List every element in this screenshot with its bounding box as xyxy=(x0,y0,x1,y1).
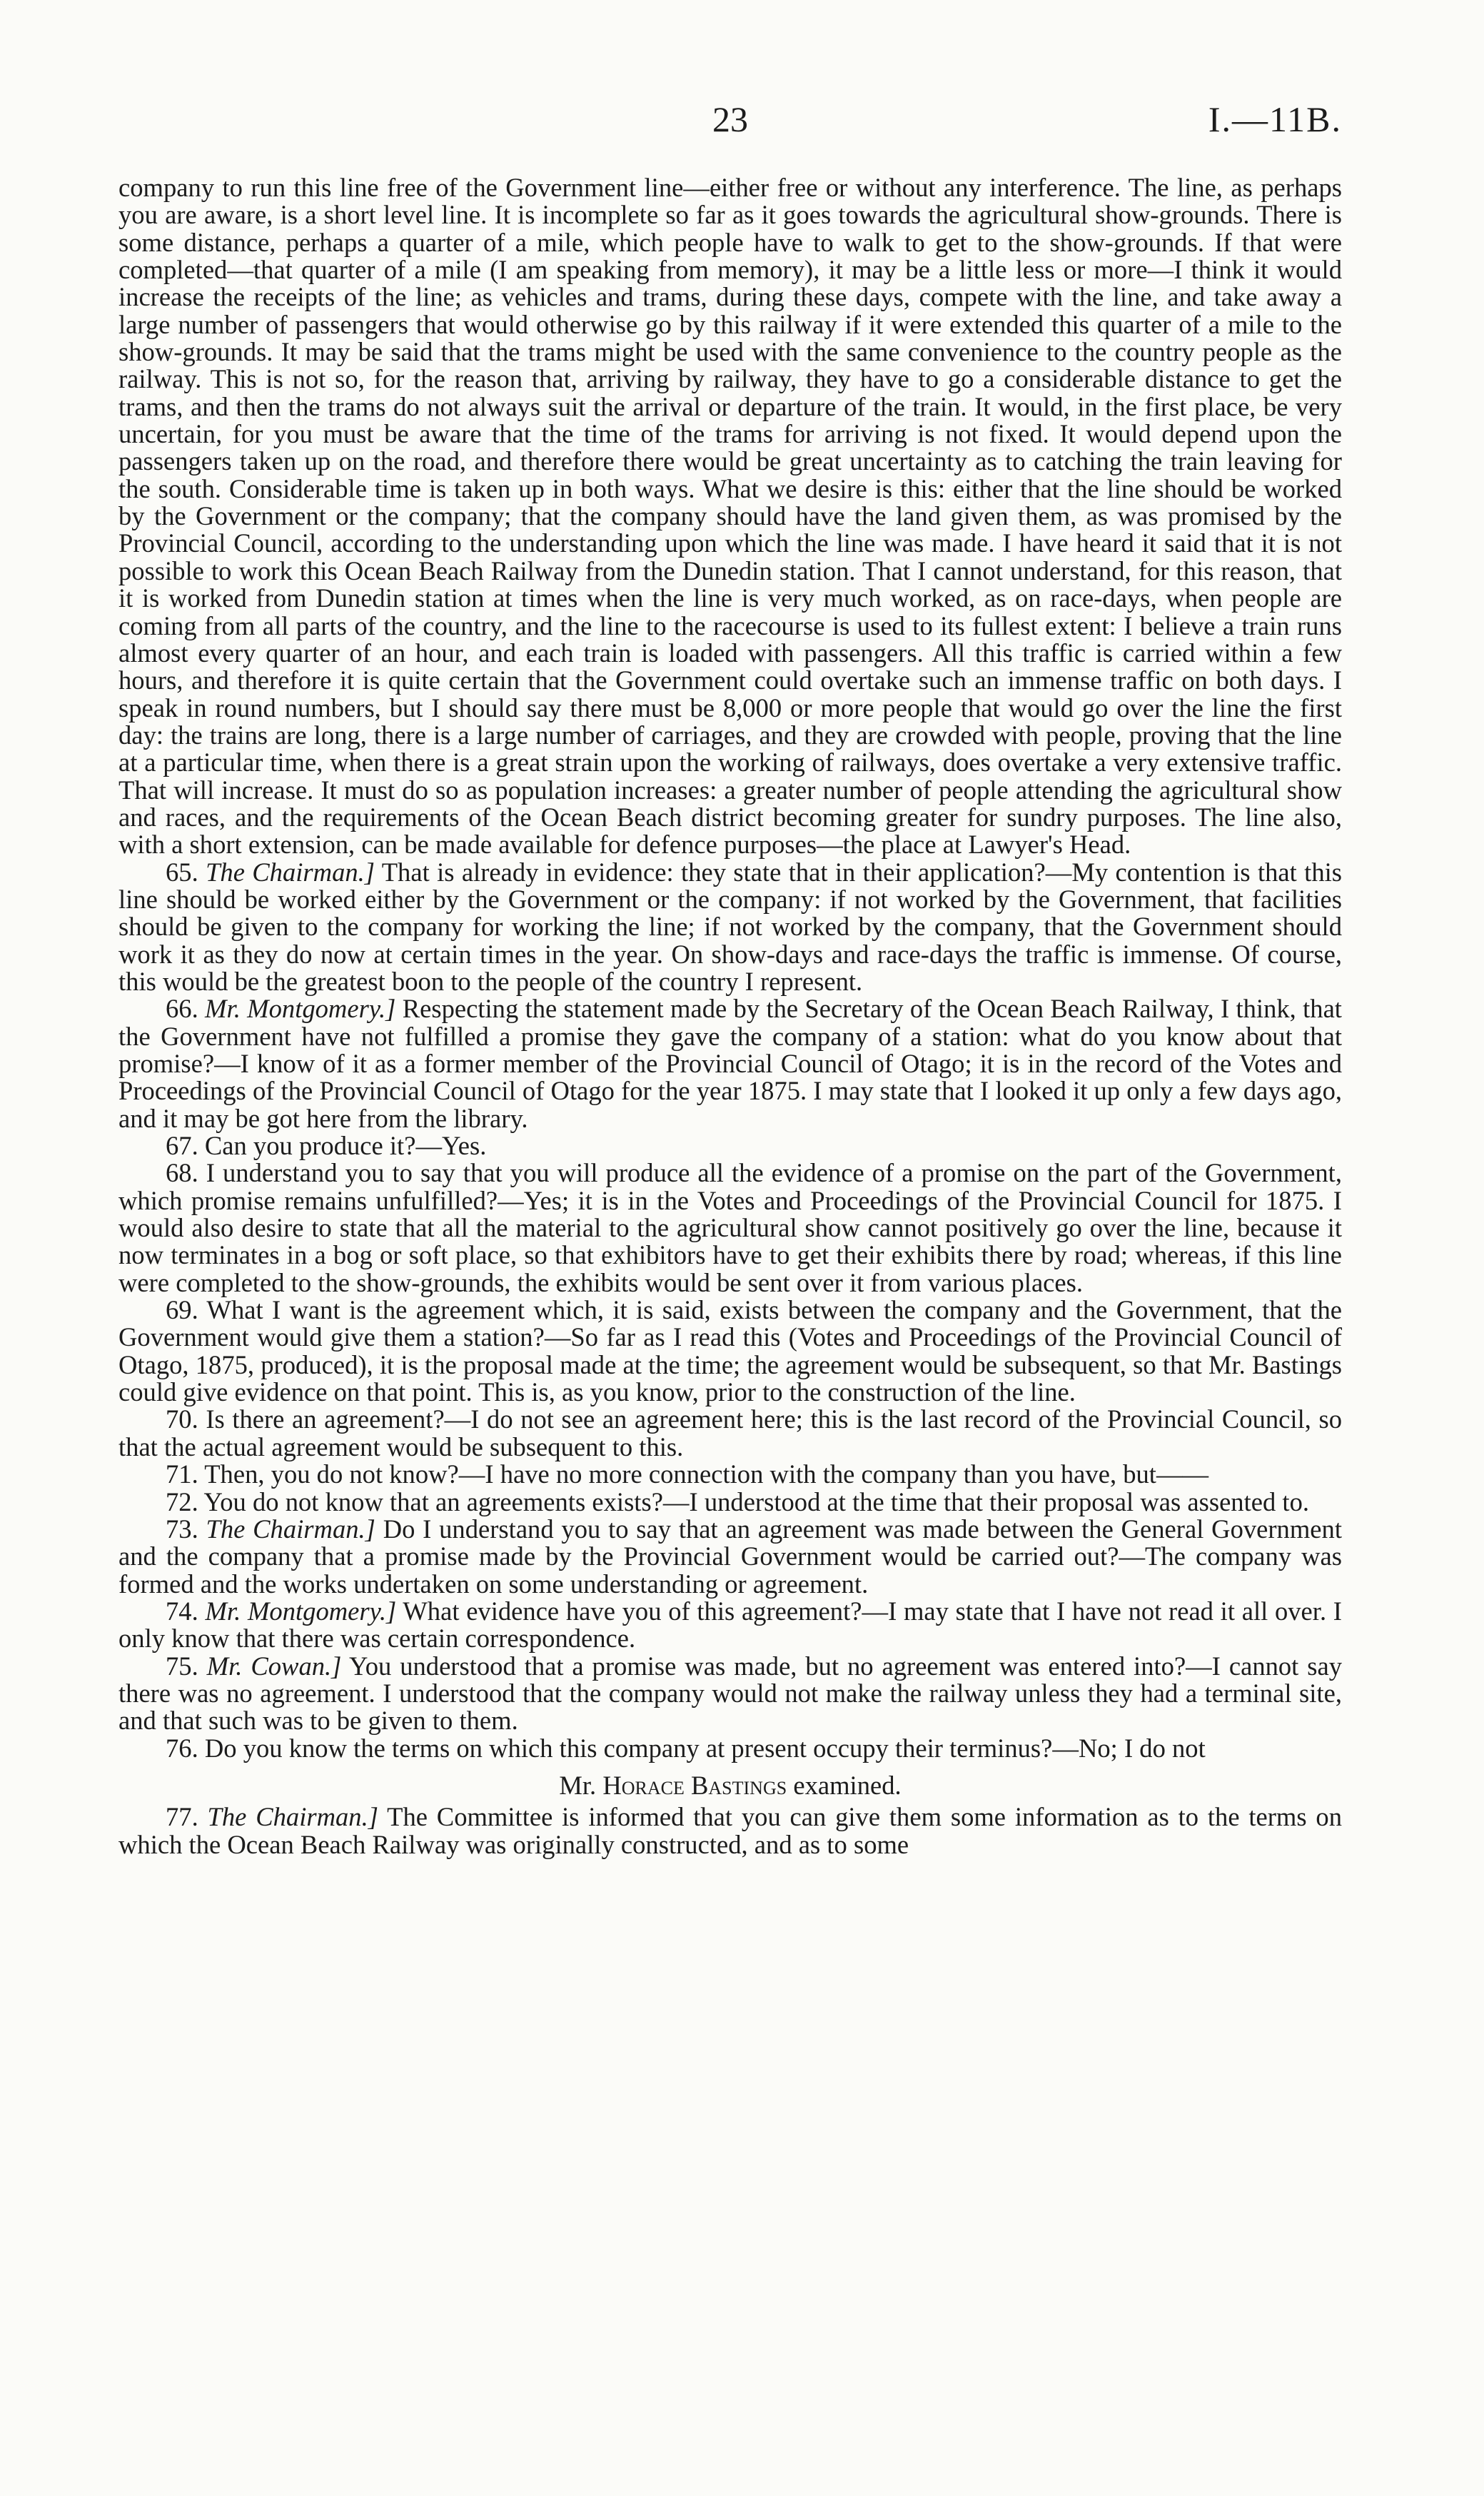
speaker: Mr. Cowan.] xyxy=(206,1651,342,1681)
question-text: Do I understand you to say that an agreement was made between the General Government and the company that a promise made by the Provincial Government would be carried out?—The company was formed and the works undertaken on some understanding or agreement. xyxy=(118,1514,1342,1599)
question-number: 65. xyxy=(166,857,198,887)
question-text: What evidence have you of this agreement?—I may state that I have not read it all over. I only know that there was certain correspondence. xyxy=(118,1596,1342,1654)
body-text xyxy=(118,174,1342,1858)
witness-heading xyxy=(118,1772,1342,1799)
question-70: 70. Is there an agreement?—I do not see an agreement here; this is the last record of the Provincial Council, so that the actual agreement would be subsequent to this. xyxy=(118,1404,1342,1461)
page-number: 23 xyxy=(712,99,748,139)
witness-suffix: examined. xyxy=(793,1770,902,1800)
question-72: 72. You do not know that an agreements exists?—I understood at the time that their proposal was assented to. xyxy=(166,1486,1310,1516)
question-71: 71. Then, you do not know?—I have no more connection with the company than you have, but—— xyxy=(166,1459,1209,1489)
question-76: 76. Do you know the terms on which this company at present occupy their terminus?—No; I do not xyxy=(166,1733,1206,1763)
speaker: The Chairman.] xyxy=(206,857,375,887)
question-75 xyxy=(118,1653,1342,1735)
question-67: 67. Can you produce it?—Yes. xyxy=(166,1131,487,1161)
paragraph-continued: company to run this line free of the Government line—either free or without any interference. The line, as perhaps you are aware, is a short level line. It is incomplete so far as it goes towards the agricultural show-grounds. There is some distance, perhaps a quarter of a mile, which people have to walk to get to the show-grounds. If that were completed—that quarter of a mile (I am speaking from memory), it may be a little less or more—I think it would increase the receipts of the line; as vehicles and trams, during these days, compete with the line, and take away a large number of passengers that would otherwise go by this railway if it were extended this quarter of a mile to the show-grounds. It may be said that the trams might be used with the same convenience to the country people as the railway. This is not so, for the reason that, arriving by railway, they have to go a considerable distance to get the trams, and then the trams do not always suit the arrival or departure of the train. It would, in the first place, be very uncertain, for you must be aware that the time of the trams for arriving is not fixed. It would depend upon the passengers taken up on the road, and therefore there would be great uncertainty as to catching the train leaving for the south. Considerable time is taken up in both ways. What we desire is this: either that the line should be worked by the Government or the company; that the company should have the land given them, as was promised by the Provincial Council, according to the understanding upon which the line was made. I have heard it said that it is not possible to work this Ocean Beach Railway from the Dunedin station. That I cannot understand, for this reason, that it is worked from Dunedin station at times when the line is very much worked, as on race-days, when people are coming from all parts of the country, and the line to the racecourse is used to its fullest extent: I believe a train runs almost every quarter of an hour, and each train is loaded with passengers. All this traffic is carried within a few hours, and therefore it is quite certain that the Government could overtake such an immense traffic on both days. I speak in round numbers, but I should say there must be 8,000 or more people that would go over the line the first day: the trains are long, there is a large number of carriages, and they are crowded with people, proving that the line at a particular time, when there is a great strain upon the working of railways, does overtake a very extensive traffic. That will increase. It must do so as population increases: a greater number of people attending the agricultural show and races, and the requirements of the Ocean Beach district becoming greater for sundry purposes. The line also, with a short extension, can be made available for defence purposes—the place at Lawyer's Head. xyxy=(118,173,1342,860)
question-66 xyxy=(118,995,1342,1132)
witness-name: Horace Bastings xyxy=(602,1770,787,1800)
speaker: Mr. Montgomery.] xyxy=(205,1596,397,1626)
question-text: You understood that a promise was made, but no agreement was entered into?—I cannot say there was no agreement. I understood that the company would not make the railway unless they had a terminal site, and that such was to be given to them. xyxy=(118,1651,1343,1736)
question-number: 75. xyxy=(166,1651,198,1681)
question-text: Respecting the statement made by the Secretary of the Ocean Beach Railway, I think, that the Government have not fulfilled a promise they gave the company of a station: what do you know about that promise?—I know of it as a former member of the Provincial Council of Otago; it is in the record of the Votes and Proceedings of the Provincial Council of Otago for the year 1875. I may state that I looked it up only a few days ago, and it may be got here from the library. xyxy=(118,994,1342,1133)
question-text: The Committee is informed that you can give them some information as to the terms on which the Ocean Beach Railway was originally constructed, and as to some xyxy=(118,1802,1342,1859)
question-number: 77. xyxy=(166,1802,198,1832)
question-number: 66. xyxy=(166,994,198,1024)
document-reference: I.—11B. xyxy=(1208,99,1342,139)
question-65 xyxy=(118,859,1342,996)
speaker: Mr. Montgomery.] xyxy=(205,994,396,1024)
page-header xyxy=(118,99,1342,141)
question-text: That is already in evidence: they state that in their application?—My contention is that this line should be worked either by the Government or the company: if not worked by the Government, that facilities should be given to the company for working the line; if not worked by the company, that the Government should work it as they do now at certain times in the year. On show-days and race-days the traffic is immense. Of course, this would be the greatest boon to the people of the country I represent. xyxy=(118,857,1343,996)
speaker: The Chairman.] xyxy=(206,1514,375,1544)
question-73 xyxy=(118,1516,1342,1598)
witness-prefix: Mr. xyxy=(559,1770,597,1800)
question-77 xyxy=(118,1803,1342,1858)
question-number: 73. xyxy=(166,1514,198,1544)
speaker: The Chairman.] xyxy=(207,1802,378,1832)
question-74 xyxy=(118,1598,1342,1653)
question-number: 74. xyxy=(166,1596,198,1626)
question-68: 68. I understand you to say that you will produce all the evidence of a promise on the part of the Government, which promise remains unfulfilled?—Yes; it is in the Votes and Proceedings of the Provincial Council for 1875. I would also desire to state that all the material to the agricultural show cannot positively go over the line, because it now terminates in a bog or soft place, so that exhibitors have to get their exhibits there by road; whereas, if this line were completed to the show-grounds, the exhibits would be sent over it from various places. xyxy=(118,1158,1342,1297)
question-69: 69. What I want is the agreement which, it is said, exists between the company and the Government, that the Government would give them a station?—So far as I read this (Votes and Proceedings of the Provincial Council of Otago, 1875, produced), it is the proposal made at the time; the agreement would be subsequent, so that Mr. Bastings could give evidence on that point. This is, as you know, prior to the construction of the line. xyxy=(118,1295,1342,1407)
